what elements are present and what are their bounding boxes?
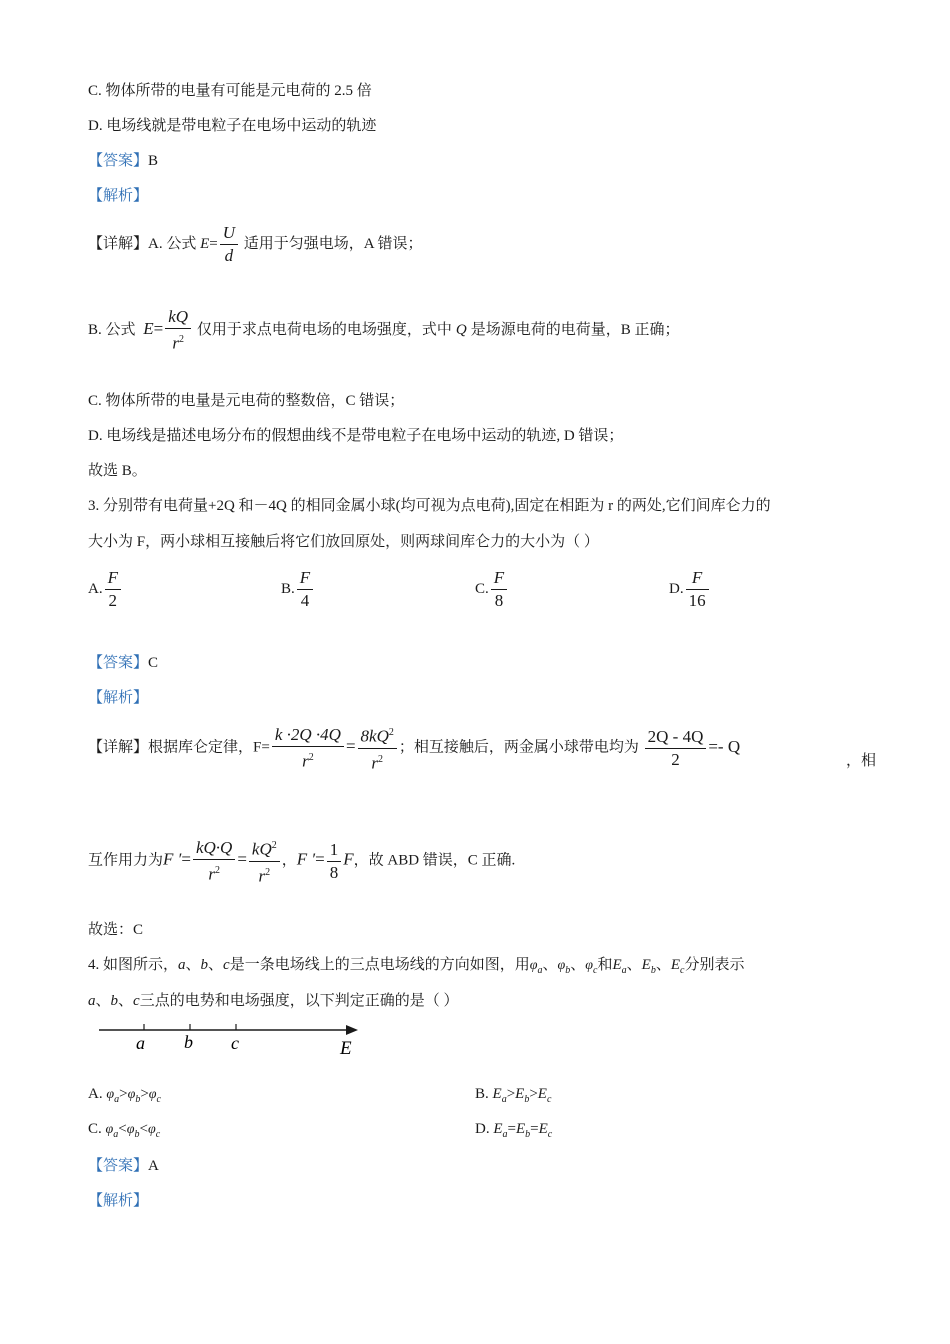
detail-text: 互作用力为 xyxy=(88,852,164,869)
formula-e: E xyxy=(200,235,210,252)
q3-stem-line-1: 3. 分别带有电荷量+2Q 和－4Q 的相同金属小球(均可视为点电荷),固定在相距为 r 的两处,它们间库仑力的 xyxy=(88,498,771,514)
q3-detail-line-2 xyxy=(88,835,515,887)
q3-stem-line-2: 大小为 F，两小球相互接触后将它们放回原处，则两球间库仑力的大小为（ ） xyxy=(88,534,599,550)
force-f: F xyxy=(343,849,354,869)
q2-option-d: D. 电场线就是带电粒子在电场中运动的轨迹 xyxy=(88,118,377,134)
figure-label-a: a xyxy=(136,1033,145,1053)
fraction-denominator: $r^2$ xyxy=(272,746,344,773)
electric-field-line-figure xyxy=(96,1018,366,1062)
q2-detail-c: C. 物体所带的电量是元电荷的整数倍，C 错误； xyxy=(88,393,405,409)
equals-sign: = xyxy=(181,849,191,869)
q3-option-d xyxy=(669,567,711,612)
charge-result: =- Q xyxy=(708,736,741,756)
fraction-charge: $\frac{2Q - 4Q}{2}$ xyxy=(645,726,707,771)
equals-sign: = xyxy=(345,736,356,756)
figure-label-b: b xyxy=(184,1032,193,1052)
equals-sign-2: = xyxy=(237,849,247,869)
detail-b-text-2: 是场源电荷的电荷量，B 正确； xyxy=(470,321,680,338)
q4-analysis-tag: 【解析】 xyxy=(88,1193,149,1209)
q3-analysis-tag: 【解析】 xyxy=(88,690,149,706)
fraction-8kq2: $\frac{8kQ^2}{r^2}$ xyxy=(358,722,397,774)
q2-detail-a xyxy=(88,222,423,267)
detail-b-text: 仅用于求点电荷电场的电场强度，式中 xyxy=(196,321,452,338)
option-fraction: $\frac{F}{16}$ xyxy=(686,567,709,612)
equals-sign: = xyxy=(209,235,218,252)
force-f-prime: F ′ xyxy=(163,849,182,869)
answer-tag: 【答案】 xyxy=(88,153,149,169)
detail-a-prefix: A. 公式 xyxy=(148,235,197,252)
fraction-numerator: U xyxy=(222,223,236,242)
q3-detail-line-1 xyxy=(88,722,746,774)
equals-sign-3: = xyxy=(315,849,325,869)
detail-tag: 【详解】 xyxy=(88,235,149,252)
q4-option-a: A. $\varphi_a>\varphi_b>\varphi_c$ xyxy=(88,1086,161,1105)
figure-label-c: c xyxy=(231,1033,239,1053)
q4-option-d: D. $E_a=E_b=E_c$ xyxy=(475,1121,553,1140)
fraction-denominator: d xyxy=(220,244,238,267)
q3-answer xyxy=(88,653,158,673)
detail-b-prefix: B. 公式 xyxy=(88,321,136,338)
option-label: C. xyxy=(475,580,489,597)
fraction-one-eighth: $\frac{1}{8}$ xyxy=(327,839,342,884)
symbol-q: Q xyxy=(455,321,467,338)
force-f-prime-2: F ′ xyxy=(296,849,316,869)
q4-stem-line-1: 4. 如图所示，a、b、c是一条电场线上的三点电场线的方向如图，用$\varphi_a$、$\varphi_b$、$\varphi_c$和$E_a$、$E_b$、$E_c$分别表示 xyxy=(88,957,745,976)
answer-tag: 【答案】 xyxy=(88,655,149,671)
q2-detail-b xyxy=(88,306,679,355)
q3-option-a xyxy=(88,567,123,612)
figure-label-e: E xyxy=(340,1038,352,1059)
detail-text: 根据库仑定律，F= xyxy=(148,739,270,756)
q2-analysis-tag: 【解析】 xyxy=(88,188,149,204)
option-label: A. xyxy=(88,580,103,597)
formula-e: E xyxy=(143,318,154,338)
detail-tag: 【详解】 xyxy=(88,739,149,756)
equals-sign: = xyxy=(153,318,164,338)
q2-detail-d: D. 电场线是描述电场分布的假想曲线不是带电粒子在电场中运动的轨迹, D 错误； xyxy=(88,428,624,444)
fraction-coulomb: $\frac{k \cdot 2Q \cdot 4Q}{r^2}$ xyxy=(272,724,344,773)
fraction-kqq: $\frac{kQ\cdot Q}{r^2}$ xyxy=(193,837,235,886)
comma: ， xyxy=(281,852,297,869)
fraction-kq-over-r2 xyxy=(165,306,191,355)
q3-option-b xyxy=(281,567,315,612)
answer-value: B xyxy=(148,153,159,169)
answer-value: C xyxy=(148,655,159,671)
detail-text-mid: ；相互接触后，两金属小球带电均为 xyxy=(398,739,639,756)
q3-conclusion: 故选：C xyxy=(88,922,144,938)
detail-a-text: 适用于匀强电场，A 错误； xyxy=(243,235,423,252)
field-direction-arrow-icon xyxy=(346,1025,358,1035)
q3-option-c xyxy=(475,567,509,612)
q4-stem-line-2: a、b、c三点的电势和电场强度，以下判定正确的是（ ） xyxy=(88,993,459,1009)
answer-value: A xyxy=(148,1158,159,1174)
answer-tag: 【答案】 xyxy=(88,1158,149,1174)
option-fraction: $\frac{F}{2}$ xyxy=(105,567,121,612)
q2-answer xyxy=(88,151,158,171)
option-label: B. xyxy=(281,580,295,597)
q4-option-b: B. $E_a>E_b>E_c$ xyxy=(475,1086,552,1105)
q4-answer xyxy=(88,1156,159,1176)
fraction-kq2: $\frac{kQ^2}{r^2}$ xyxy=(249,835,280,887)
q2-conclusion: 故选 B。 xyxy=(88,463,147,479)
q2-option-c: C. 物体所带的电量有可能是元电荷的 2.5 倍 xyxy=(88,83,372,99)
option-fraction: $\frac{F}{8}$ xyxy=(491,567,507,612)
detail-text-end: ，故 ABD 错误，C 正确. xyxy=(353,852,516,869)
q3-detail-line-1-end: ，相 xyxy=(846,753,877,769)
q4-option-c: C. $\varphi_a<\varphi_b<\varphi_c$ xyxy=(88,1121,161,1140)
fraction-denominator: $r^2$ xyxy=(165,328,191,355)
fraction-u-over-d xyxy=(220,222,238,267)
option-label: D. xyxy=(669,580,684,597)
option-fraction: $\frac{F}{4}$ xyxy=(297,567,313,612)
fraction-numerator: kQ xyxy=(168,307,189,326)
